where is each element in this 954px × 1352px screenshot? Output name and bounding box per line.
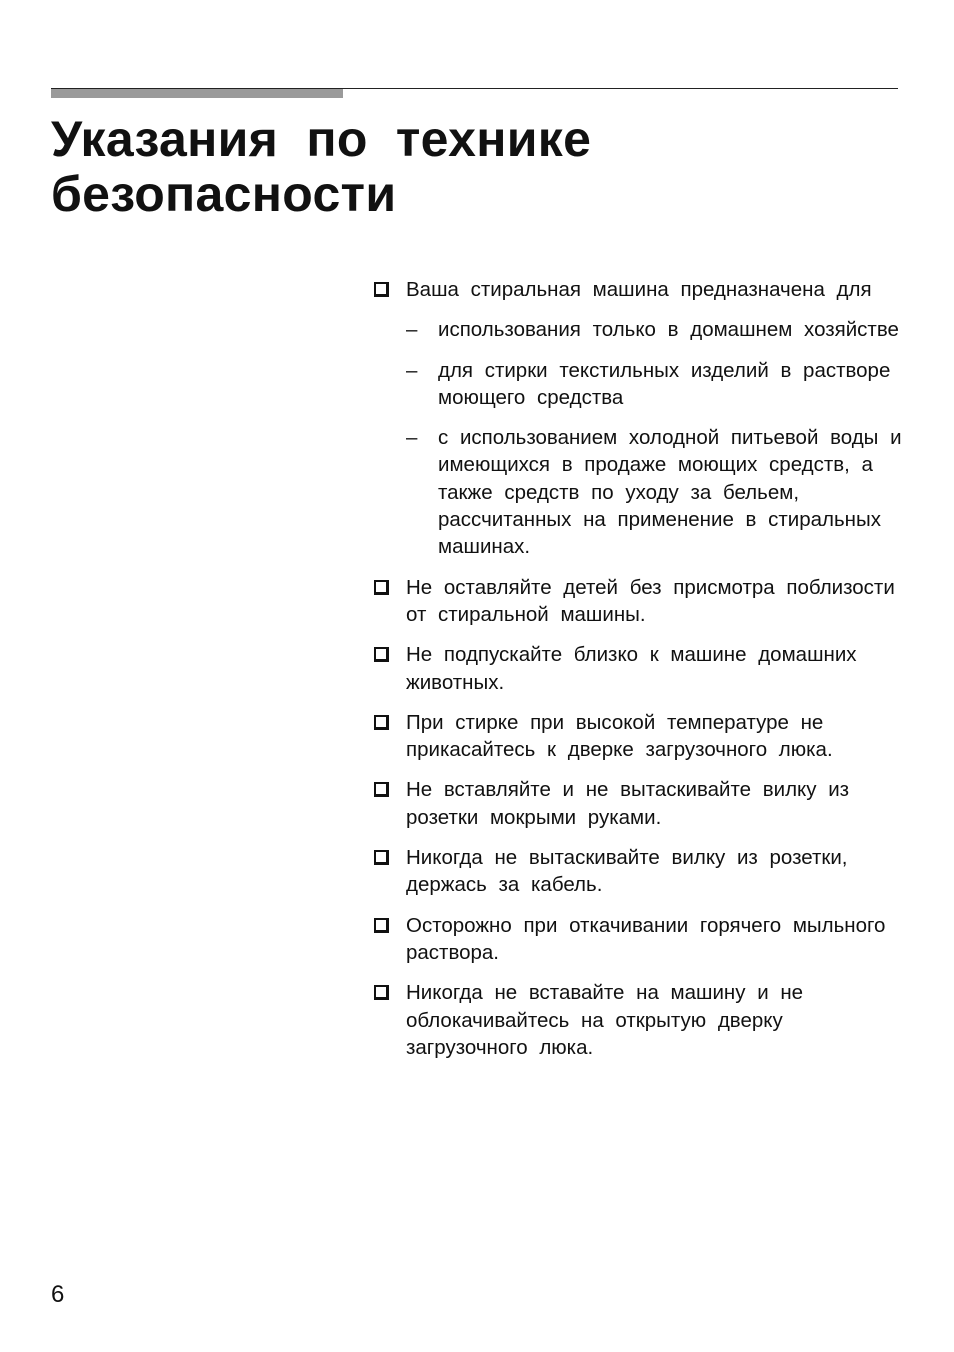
checkbox-bullet-icon [374,782,389,797]
list-item [373,979,903,1061]
dash-bullet-icon: – [406,318,418,342]
sub-list-item-text: использования только в домашнем хозяйстве [438,318,899,342]
checkbox-bullet-icon [374,850,389,865]
list-item-text: Не подпускайте близко к машине домашних животных. [406,643,857,694]
dash-bullet-icon: – [406,358,418,382]
checkbox-bullet-icon [374,985,389,1000]
checkbox-bullet-icon [374,580,389,595]
sub-list-item [406,357,903,412]
checkbox-bullet-icon [374,647,389,662]
sub-list-item-text: для стирки текстильных изделий в растворе моющего средства [438,358,891,409]
page-number: 6 [51,1281,65,1308]
list-item-text: Ваша стиральная машина предназначена для [406,278,872,301]
header-rule-thick [51,89,343,98]
list-item [373,276,903,561]
list-item-text: Не оставляйте детей без присмотра поблизости от стиральной машины. [406,575,895,626]
list-item-text: Осторожно при откачивании горячего мыльного раствора. [406,913,886,964]
checkbox-bullet-icon [374,282,389,297]
list-item-text: Не вставляйте и не вытаскивайте вилку из розетки мокрыми руками. [406,778,850,829]
safety-list [373,276,903,1074]
list-item [373,776,903,831]
sub-list-item [406,316,903,343]
list-item [373,912,903,967]
list-item-text: Никогда не вытаскивайте вилку из розетки, держась за кабель. [406,846,848,897]
list-item [373,709,903,764]
list-item-text: При стирке при высокой температуре не прикасайтесь к дверке загрузочного люка. [406,710,833,762]
checkbox-bullet-icon [374,918,389,933]
dash-bullet-icon: – [406,426,418,450]
checkbox-bullet-icon [374,715,389,730]
sub-list-item-text: с использованием холодной питьевой воды и имеющихся в продаже моющих средств, а также средств по уходу за бельем, рассчитанных на применение в стиральных машинах. [438,426,902,559]
page-title: Указания по технике безопасности [51,111,592,222]
list-item [373,641,903,696]
list-item [373,574,903,629]
sub-list-item [406,424,903,560]
list-item [373,844,903,899]
list-item-text: Никогда не вставайте на машину и не облокачивайтесь на открытую дверку загрузочного люка. [406,981,804,1059]
